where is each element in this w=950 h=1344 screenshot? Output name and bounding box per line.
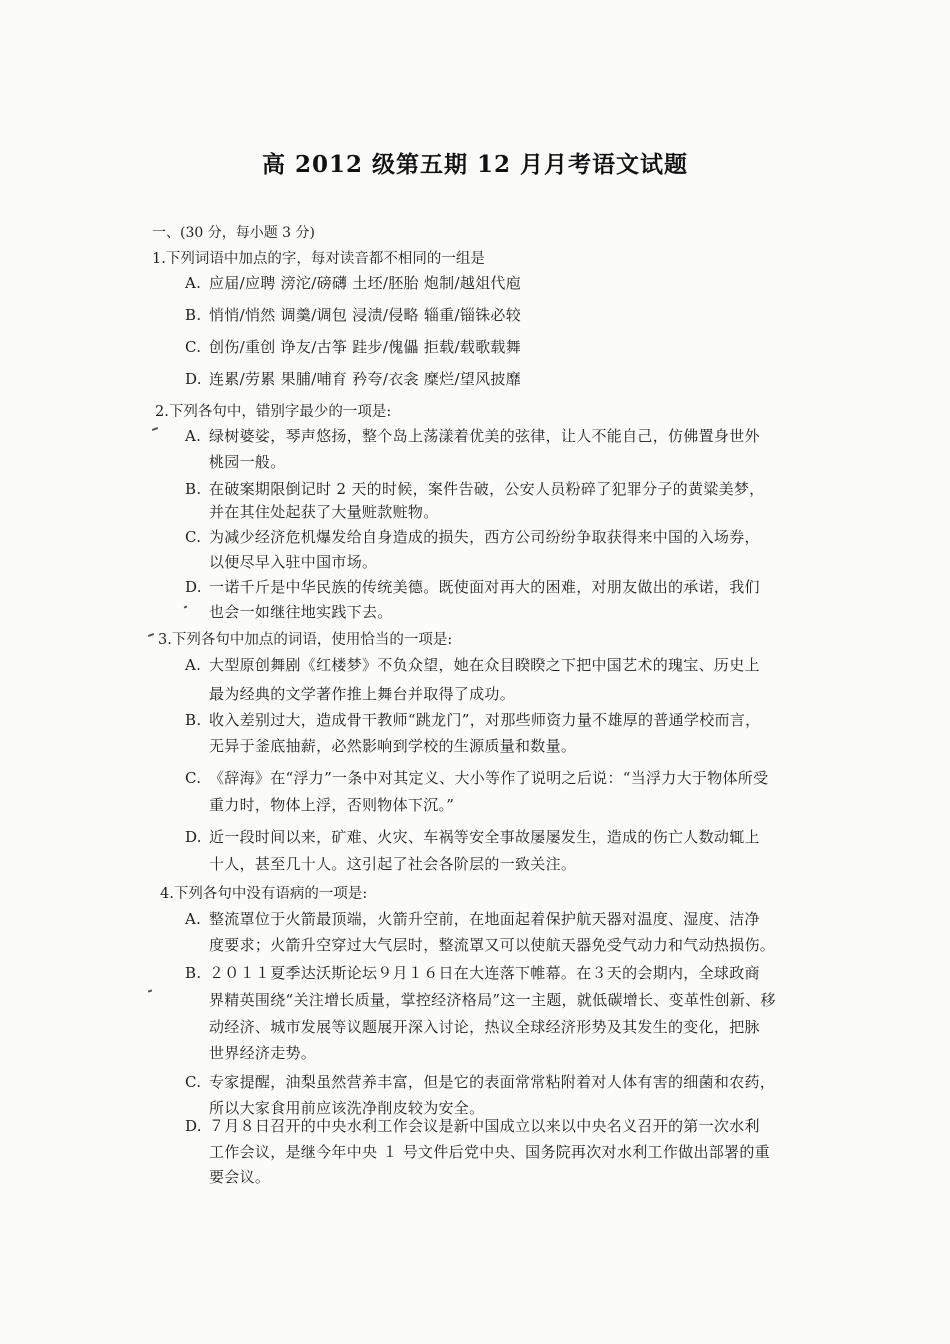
option-letter: C. — [185, 1073, 202, 1091]
question-3-option-d — [185, 826, 760, 847]
question-4-option-b — [185, 962, 760, 983]
option-letter: A. — [185, 910, 202, 928]
option-text: 收入差别过大，造成骨干教师“跳龙门”，对那些师资力量不雄厚的普通学校而言， — [209, 711, 761, 729]
question-4-option-b-line-2: 界精英围绕“关注增长质量，掌控经济格局”这一主题，就低碳增长、变革性创新、移 — [209, 991, 776, 1009]
option-text: ７月８日召开的中央水利工作会议是新中国成立以来以中央名义召开的第一次水利 — [209, 1117, 760, 1135]
option-text: 连累/劳累 果脯/哺育 矜夸/衣衾 糜烂/望风披靡 — [209, 370, 522, 388]
question-2-option-a — [185, 425, 760, 446]
question-4-option-a — [185, 908, 760, 929]
question-2-option-d-continued: 也会一如继往地实践下去。 — [209, 603, 393, 621]
option-letter: C. — [185, 769, 202, 787]
question-3-option-b-continued: 无异于釜底抽薪，必然影响到学校的生源质量和数量。 — [209, 737, 577, 755]
option-letter: B. — [185, 711, 202, 729]
question-1-stem: 1.下列词语中加点的字，每对读音都不相同的一组是 — [152, 251, 485, 267]
question-2-stem: 2.下列各句中，错别字最少的一项是: — [155, 404, 392, 420]
option-letter: C. — [185, 528, 202, 546]
option-text: 专家提醒，油梨虽然营养丰富，但是它的表面常常粘附着对人体有害的细菌和农药， — [209, 1073, 776, 1091]
question-4-option-b-line-4: 世界经济走势。 — [209, 1044, 317, 1062]
option-letter: D. — [185, 1117, 202, 1135]
scan-mark — [184, 606, 188, 609]
question-3-option-d-continued: 十人，甚至几十人。这引起了社会各阶层的一致关注。 — [209, 855, 577, 873]
question-4-option-c-continued: 所以大家食用前应该洗净削皮较为安全。 — [209, 1099, 485, 1117]
option-text: 《辞海》在“浮力”一条中对其定义、大小等作了说明之后说：“当浮力大于物体所受 — [209, 769, 769, 787]
option-letter: A. — [185, 427, 202, 445]
question-3-option-c — [185, 767, 768, 788]
option-text: 悄悄/悄然 调羹/调包 浸渍/侵略 辎重/锱铢必较 — [209, 306, 522, 324]
question-3-option-c-continued: 重力时，物体上浮，否则物体下沉。” — [209, 796, 455, 814]
question-3-stem: 3.下列各句中加点的词语，使用恰当的一项是: — [158, 632, 453, 648]
option-text: 近一段时间以来，矿难、火灾、车祸等安全事故屡屡发生，造成的伤亡人数动辄上 — [209, 828, 760, 846]
question-3-option-a — [185, 654, 760, 675]
scan-mark — [148, 989, 152, 992]
question-2-option-a-continued: 桃园一般。 — [209, 453, 286, 471]
question-2-option-b — [185, 478, 764, 499]
option-letter: A. — [185, 274, 202, 292]
option-text: 大型原创舞剧《红楼梦》不负众望，她在众目睽睽之下把中国艺术的瑰宝、历史上 — [209, 656, 760, 674]
question-3-option-b — [185, 709, 760, 730]
option-letter: D. — [185, 578, 202, 596]
option-letter: A. — [185, 656, 202, 674]
question-1-option-a — [185, 272, 521, 293]
question-1-option-c — [185, 336, 521, 357]
question-4-option-d — [185, 1115, 760, 1136]
question-3-option-a-continued: 最为经典的文学著作推上舞台并取得了成功。 — [209, 685, 516, 703]
question-4-option-a-continued: 度要求；火箭升空穿过大气层时，整流罩又可以使航天器免受气动力和气动热损伤。 — [209, 936, 776, 954]
option-text: 在破案期限倒记时 2 天的时候，案件告破，公安人员粉碎了犯罪分子的黄粱美梦， — [209, 480, 765, 498]
option-letter: C. — [185, 338, 202, 356]
option-text: 为减少经济危机爆发给自身造成的损失，西方公司纷纷争取获得来中国的入场券， — [209, 528, 760, 546]
exam-title: 高 2012 级第五期 12 月月考语文试题 — [261, 151, 689, 178]
option-letter: D. — [185, 828, 202, 846]
option-text: 应届/应聘 滂沱/磅礴 土坯/胚胎 炮制/越俎代庖 — [209, 274, 522, 292]
option-letter: B. — [185, 306, 202, 324]
question-1-option-d — [185, 368, 521, 389]
question-1-option-b — [185, 304, 521, 325]
question-2-option-c-continued: 以便尽早入驻中国市场。 — [209, 553, 378, 571]
question-4-option-c — [185, 1071, 775, 1092]
option-text: 一诺千斤是中华民族的传统美德。既使面对再大的困难，对朋友做出的承诺，我们 — [209, 578, 760, 596]
scan-mark — [148, 633, 154, 637]
option-text: 创伤/重创 诤友/古筝 跬步/傀儡 拒载/载歌载舞 — [209, 338, 522, 356]
option-text: ２０１１夏季达沃斯论坛９月１６日在大连落下帷幕。在３天的会期内，全球政商 — [209, 964, 760, 982]
scan-mark — [152, 427, 158, 431]
section-heading: 一、(30 分，每小题 3 分) — [152, 225, 315, 241]
option-text: 整流罩位于火箭最顶端，火箭升空前，在地面起着保护航天器对温度、湿度、洁净 — [209, 910, 760, 928]
option-letter: D. — [185, 370, 202, 388]
option-text: 绿树婆娑，琴声悠扬，整个岛上荡漾着优美的弦律，让人不能自己，仿佛置身世外 — [209, 427, 760, 445]
question-4-stem: 4.下列各句中没有语病的一项是: — [160, 886, 368, 902]
question-2-option-c — [185, 526, 760, 547]
question-2-option-d — [185, 576, 760, 597]
question-4-option-d-line-3: 要会议。 — [209, 1168, 271, 1186]
option-letter: B. — [185, 964, 202, 982]
option-letter: B. — [185, 480, 202, 498]
question-2-option-b-continued: 并在其住处起获了大量赃款赃物。 — [209, 503, 439, 521]
question-4-option-d-line-2: 工作会议，是继今年中央 １ 号文件后党中央、国务院再次对水利工作做出部署的重 — [209, 1143, 770, 1161]
question-4-option-b-line-3: 动经济、城市发展等议题展开深入讨论，热议全球经济形势及其发生的变化，把脉 — [209, 1018, 760, 1036]
